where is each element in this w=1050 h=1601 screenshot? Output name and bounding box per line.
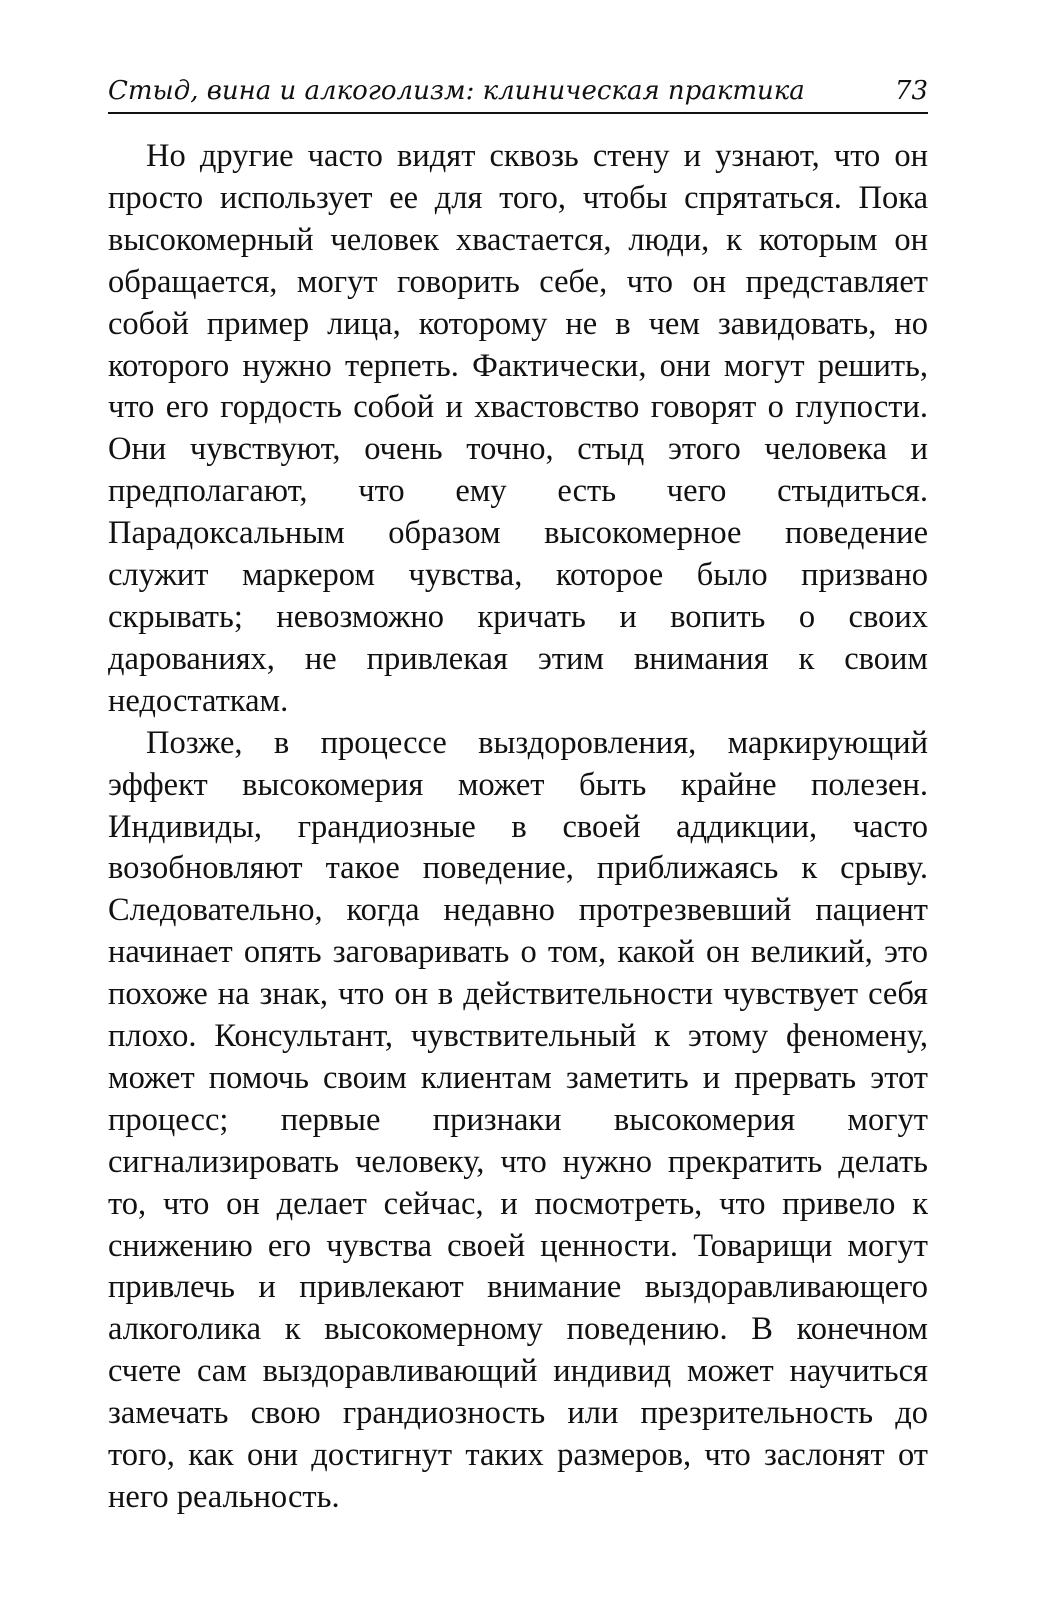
running-header	[108, 72, 928, 114]
paragraph: Позже, в процессе выздоровления, маркирующий эффект высокомерия может быть крайне полезен. Индивиды, грандиозные в своей аддикции, часто возобновляют такое поведение, приближаясь к срыву. Следовательно, когда недавно протрезвевший пациент начинает опять заговаривать о том, какой он великий, это похоже на знак, что он в действительности чувствует себя плохо. Консультант, чувствительный к этому феномену, может помочь своим клиентам заметить и прервать этот процесс; первые признаки высокомерия могут сигнализировать человеку, что нужно прекратить делать то, что он делает сейчас, и посмотреть, что привело к снижению его чувства своей ценности. Товарищи могут привлечь и привлекают внимание выздоравливающего алкоголика к высокомерному поведению. В конечном счете сам выздоравливающий индивид может научиться замечать свою грандиозность или презрительность до того, как они достигнут таких размеров, что заслонят от него реальность.	[108, 724, 928, 1515]
page-number: 73	[894, 76, 928, 106]
book-page	[108, 72, 928, 1519]
running-title: Стыд, вина и алкоголизм: клиническая практика	[108, 76, 805, 106]
body-text	[108, 136, 928, 1519]
paragraph: Но другие часто видят сквозь стену и узнают, что он просто использует ее для того, чтобы спрятаться. Пока высокомерный человек хвастается, люди, к которым он обращается, могут говорить себе, что он представляет собой пример лица, которому не в чем завидовать, но которого нужно терпеть. Фактически, они могут решить, что его гордость собой и хвастовство говорят о глупости. Они чувствуют, очень точно, стыд этого человека и предполагают, что ему есть чего стыдиться. Парадоксальным образом высокомерное поведение служит маркером чувства, которое было призвано скрывать; невозможно кричать и вопить о своих дарованиях, не привлекая этим внимания к своим недостаткам.	[108, 138, 928, 719]
